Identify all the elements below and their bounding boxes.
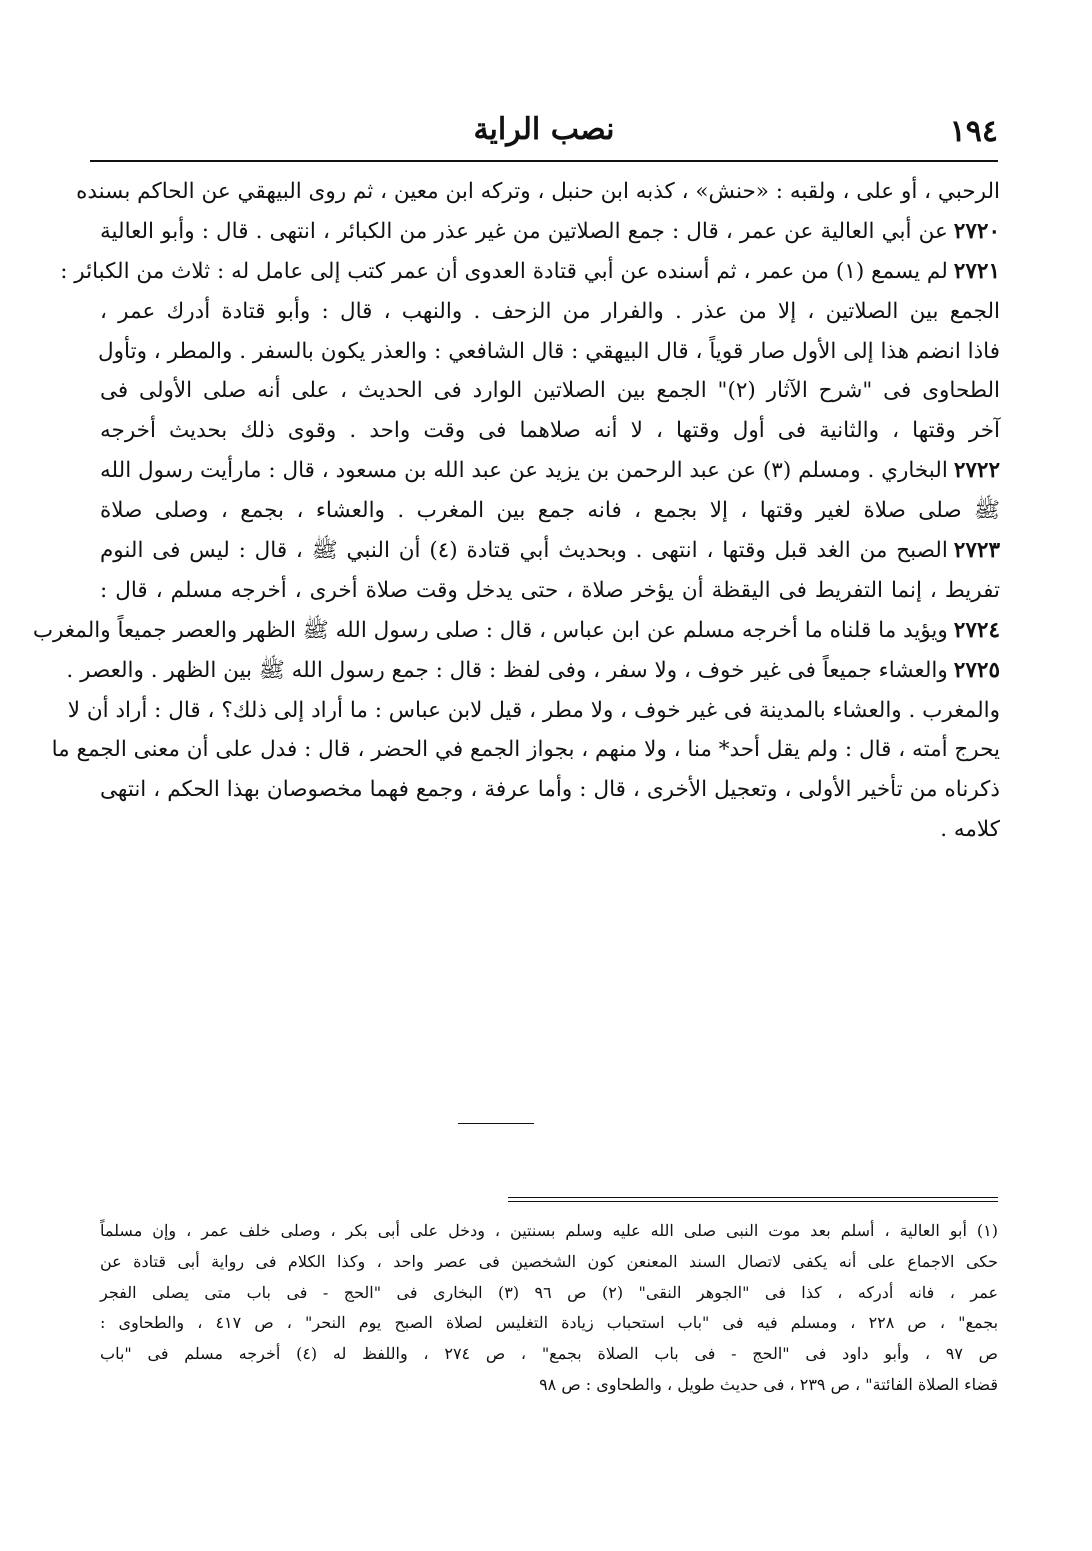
line-text: لم يسمع (١) من عمر ، ثم أسنده عن أبي قتادة العدوى أن عمر كتب إلى عامل له : ثلاث من الكبائر : [60, 258, 948, 284]
line-text: فاذا انضم هذا إلى الأول صار قوياً ، قال البيهقي : قال الشافعي : والعذر يكون بالسفر . والمطر ، وتأول [98, 338, 1000, 364]
hadith-number: ٢٧٢٤ [953, 617, 1000, 643]
line-text: عن أبي العالية عن عمر ، قال : جمع الصلاتين من غير عذر من الكبائر ، انتهى . قال : وأبو العالية [100, 218, 948, 244]
line-text: الرحبي ، أو على ، ولقبه : «حنش» ، كذبه ابن حنبل ، وتركه ابن معين ، ثم روى البيهقي عن الحاكم بسنده [76, 179, 1000, 204]
text-line [60, 252, 1000, 292]
footnote-line: قضاء الصلاة الفائتة" ، ص ٢٣٩ ، فى حديث طويل ، والطحاوى : ص ٩٨ [539, 1374, 998, 1394]
line-text: البخاري . ومسلم (٣) عن عبد الرحمن بن يزيد عن عبد الله بن مسعود ، قال : مارأيت رسول الله [100, 458, 948, 484]
text-line [100, 571, 1000, 611]
footnote-line: ص ٩٧ ، وأبو داود فى "الحج - فى باب الصلاة بجمع" ، ص ٢٧٤ ، واللفظ له (٤) أخرجه مسلم فى "باب [100, 1344, 999, 1364]
hadith-number: ٢٧٢٣ [953, 538, 1000, 564]
line-text: يحرج أمته ، قال : ولم يقل أحد* منا ، ولا منهم ، بجواز الجمع في الحضر ، قال : فدل على أن معنى الجمع ما [51, 737, 1000, 763]
line-text: آخر وقتها ، والثانية فى أول وقتها ، لا أنه صلاهما فى وقت واحد . وقوى ذلك بحديث أخرجه [100, 418, 1000, 444]
text-line [76, 172, 1000, 212]
footnote-line: عمر ، فانه أدركه ، كذا فى "الجوهر النقى" (٢) ص ٩٦ (٣) البخارى فى "الحج - فى باب متى يصلى الفجر [100, 1282, 999, 1302]
main-text [32, 172, 1001, 850]
text-line [100, 810, 1000, 850]
text-line [100, 770, 1000, 810]
hadith-number: ٢٧٢٥ [953, 657, 1000, 683]
page-header [90, 108, 998, 158]
line-text: الطحاوى فى "شرح الآثار (٢)" الجمع بين الصلاتين الوارد فى الحديث ، على أنه صلى الأولى فى [100, 378, 1000, 404]
footnote-line: (١) أبو العالية ، أسلم بعد موت النبى صلى الله عليه وسلم بسنتين ، ودخل على أبى بكر ، وصلى خلف عمر ، وإن مسلماً [100, 1221, 998, 1240]
line-text: ذكرناه من تأخير الأولى ، وتعجيل الأخرى ، قال : وأما عرفة ، وجمع فهما مخصوصان بهذا الحكم ، انتهى [100, 777, 1000, 803]
hadith-number: ٢٧٢٠ [953, 218, 1000, 244]
text-line [100, 491, 1000, 531]
line-text: والمغرب . والعشاء بالمدينة فى غير خوف ، ولا مطر ، قيل لابن عباس : ما أراد إلى ذلك؟ ، قال : أراد أن لا [67, 697, 1000, 723]
text-line [100, 371, 1000, 411]
footnote-line: بجمع" ، ص ٢٢٨ ، ومسلم فيه فى "باب استحباب زيادة التغليس لصلاة الصبح يوم النحر" ، ص ٤١٧ ، والطحاوى : [100, 1313, 999, 1333]
footnote-divider [508, 1197, 998, 1202]
text-line [66, 651, 1000, 691]
footnotes [100, 1216, 998, 1401]
line-text: ﷺ صلى صلاة لغير وقتها ، إلا بجمع ، فانه جمع بين المغرب . والعشاء ، بجمع ، وصلى صلاة [100, 498, 1000, 524]
text-line [100, 411, 1000, 451]
text-line [100, 212, 1000, 252]
line-text: الصبح من الغد قبل وقتها ، انتهى . وبحديث أبي قتادة (٤) أن النبي ﷺ ، قال : ليس فى النوم [100, 538, 948, 564]
hadith-number: ٢٧٢٢ [953, 458, 1001, 484]
text-line [100, 531, 1000, 571]
line-text: تفريط ، إنما التفريط فى اليقظة أن يؤخر صلاة ، حتى يدخل وقت صلاة أخرى ، أخرجه مسلم ، قال : [100, 577, 1000, 603]
line-text: والعشاء جميعاً فى غير خوف ، ولا سفر ، وفى لفظ : قال : جمع رسول الله ﷺ بين الظهر . والعصر . [66, 657, 948, 683]
footnote-line: حكى الاجماع على أنه يكفى لاتصال السند المعنعن كون الشخصين فى عصر واحد ، وكذا الكلام فى رواية أبى قتادة عن [100, 1251, 998, 1271]
text-line [100, 332, 1000, 372]
header-rule [90, 160, 998, 162]
hadith-number: ٢٧٢١ [953, 258, 1000, 284]
text-line [100, 292, 1000, 332]
running-title: نصب الراية [473, 112, 615, 147]
text-line [67, 691, 1000, 731]
line-text: الجمع بين الصلاتين ، إلا من عذر . والفرار من الزحف . والنهب ، قال : وأبو قتادة أدرك عمر ، [100, 298, 1000, 324]
text-line [32, 611, 1000, 651]
text-line [51, 730, 1000, 770]
text-line [100, 451, 1000, 491]
section-divider [458, 1123, 534, 1124]
line-text: كلامه . [940, 817, 1000, 843]
page-number: ١٩٤ [949, 114, 998, 149]
line-text: ويؤيد ما قلناه ما أخرجه مسلم عن ابن عباس ، قال : صلى رسول الله ﷺ الظهر والعصر جميعاً والمغرب [32, 617, 948, 643]
